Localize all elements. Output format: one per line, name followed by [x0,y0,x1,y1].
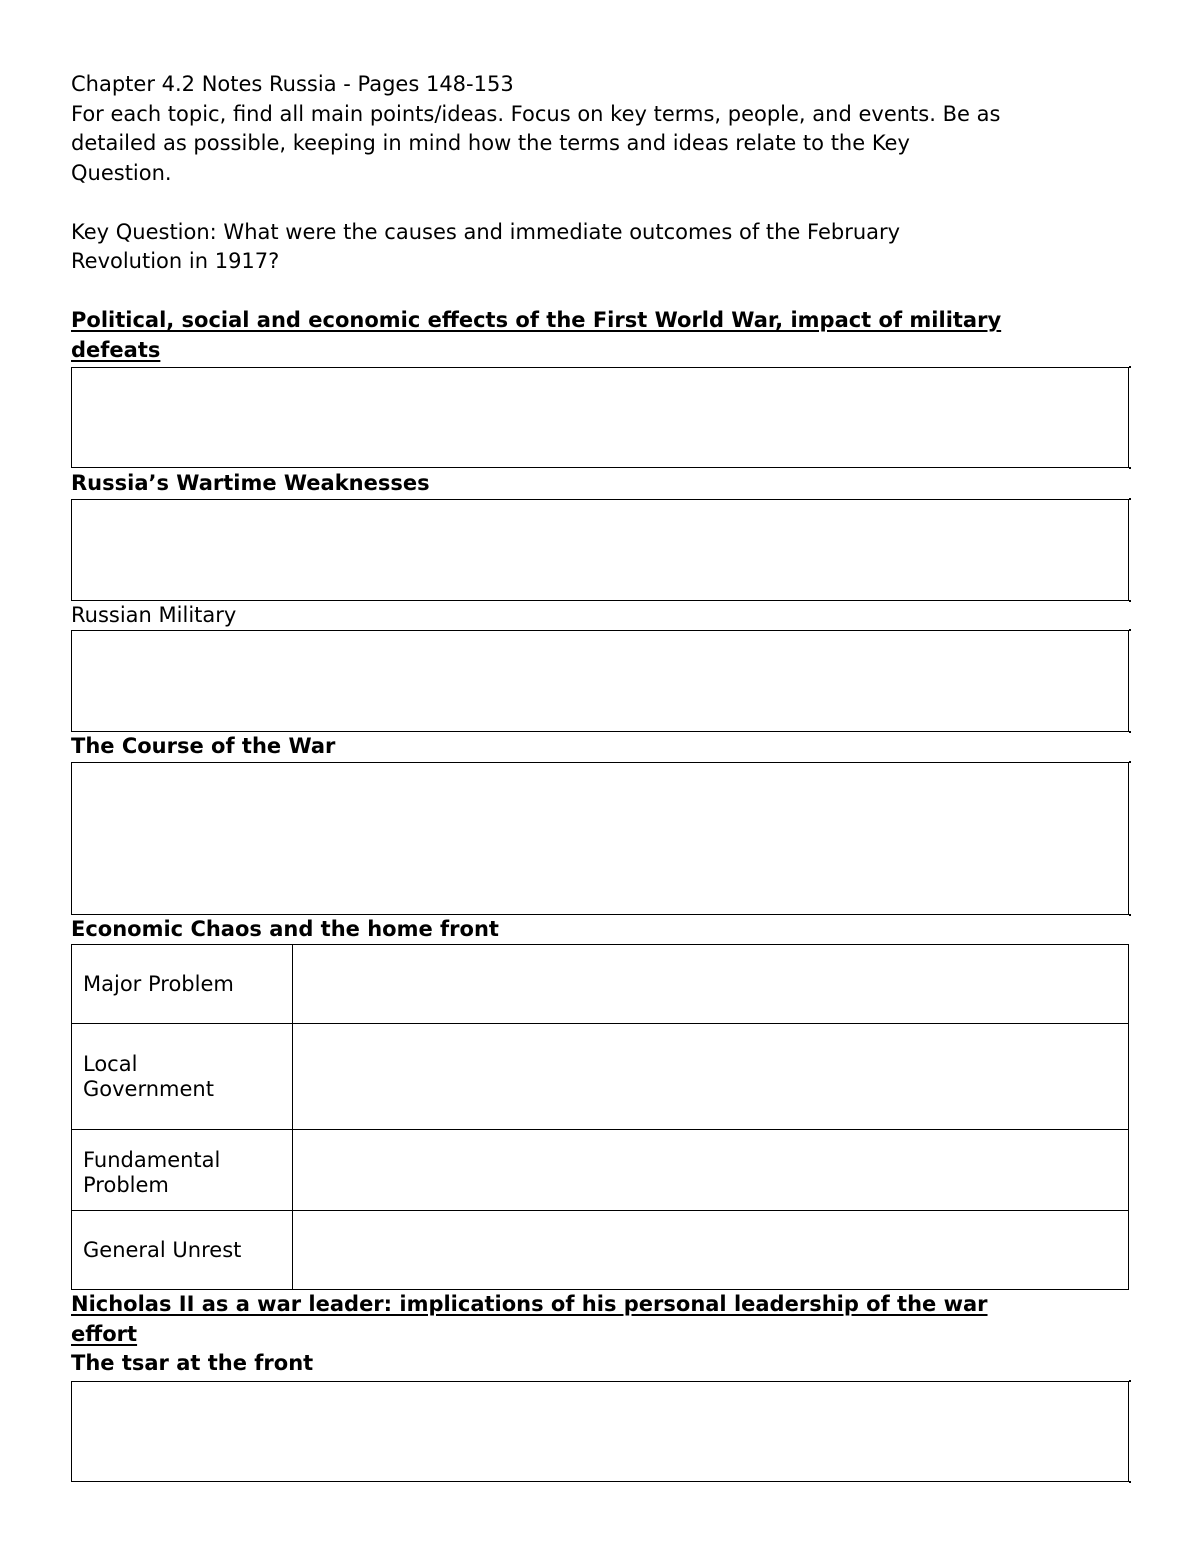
table-row [72,1024,1129,1130]
spacer [71,188,1129,218]
instructions-line-1: For each topic, find all main points/ideas. Focus on key terms, people, and events. Be as [71,101,1001,126]
row-label-major-problem: Major Problem [72,945,293,1024]
table-row [72,1130,1129,1211]
section-heading-russian-military: Russian Military [71,602,237,627]
section-heading-wartime-weaknesses: Russia’s Wartime Weaknesses [71,471,430,495]
notes-cell-general-unrest[interactable] [293,1211,1129,1290]
notes-cell-fundamental-problem[interactable] [293,1130,1129,1211]
key-question-line-1: Key Question: What were the causes and immediate outcomes of the February [71,219,901,244]
key-question-line-2: Revolution in 1917? [71,249,280,273]
section-heading-nicholas-leadership-cont: effort [71,1321,138,1346]
spacer [71,277,1129,307]
notes-box-tsar-at-front[interactable] [71,1381,1129,1482]
notes-cell-local-government[interactable] [293,1024,1129,1130]
section-heading-nicholas-leadership: Nicholas II as a war leader: implications of his personal leadership of the war [71,1292,988,1316]
instructions-line-2: detailed as possible, keeping in mind how the terms and ideas relate to the Key [71,131,910,155]
row-label-fundamental-problem: Fundamental Problem [72,1130,293,1211]
row-label-general-unrest: General Unrest [72,1211,293,1290]
section-heading-war-effects: Political, social and economic effects of the First World War, impact of military [71,308,1002,332]
table-row [72,945,1129,1024]
row-label-local-government: Local Government [72,1024,293,1130]
notes-box-russian-military[interactable] [71,630,1129,732]
section-heading-tsar-at-front: The tsar at the front [71,1351,314,1375]
table-row [72,1211,1129,1290]
section-heading-economic-chaos: Economic Chaos and the home front [71,916,499,941]
notes-box-war-effects[interactable] [71,367,1129,468]
instructions-line-3: Question. [71,160,172,185]
worksheet-page [71,70,1129,1482]
notes-box-wartime-weaknesses[interactable] [71,499,1129,601]
section-heading-war-effects-cont: defeats [71,337,161,362]
worksheet-title: Chapter 4.2 Notes Russia - Pages 148-153 [71,72,514,96]
notes-cell-major-problem[interactable] [293,945,1129,1024]
notes-box-course-of-war[interactable] [71,762,1129,915]
section-heading-course-of-war: The Course of the War [71,734,336,758]
economic-chaos-table [71,944,1129,1290]
